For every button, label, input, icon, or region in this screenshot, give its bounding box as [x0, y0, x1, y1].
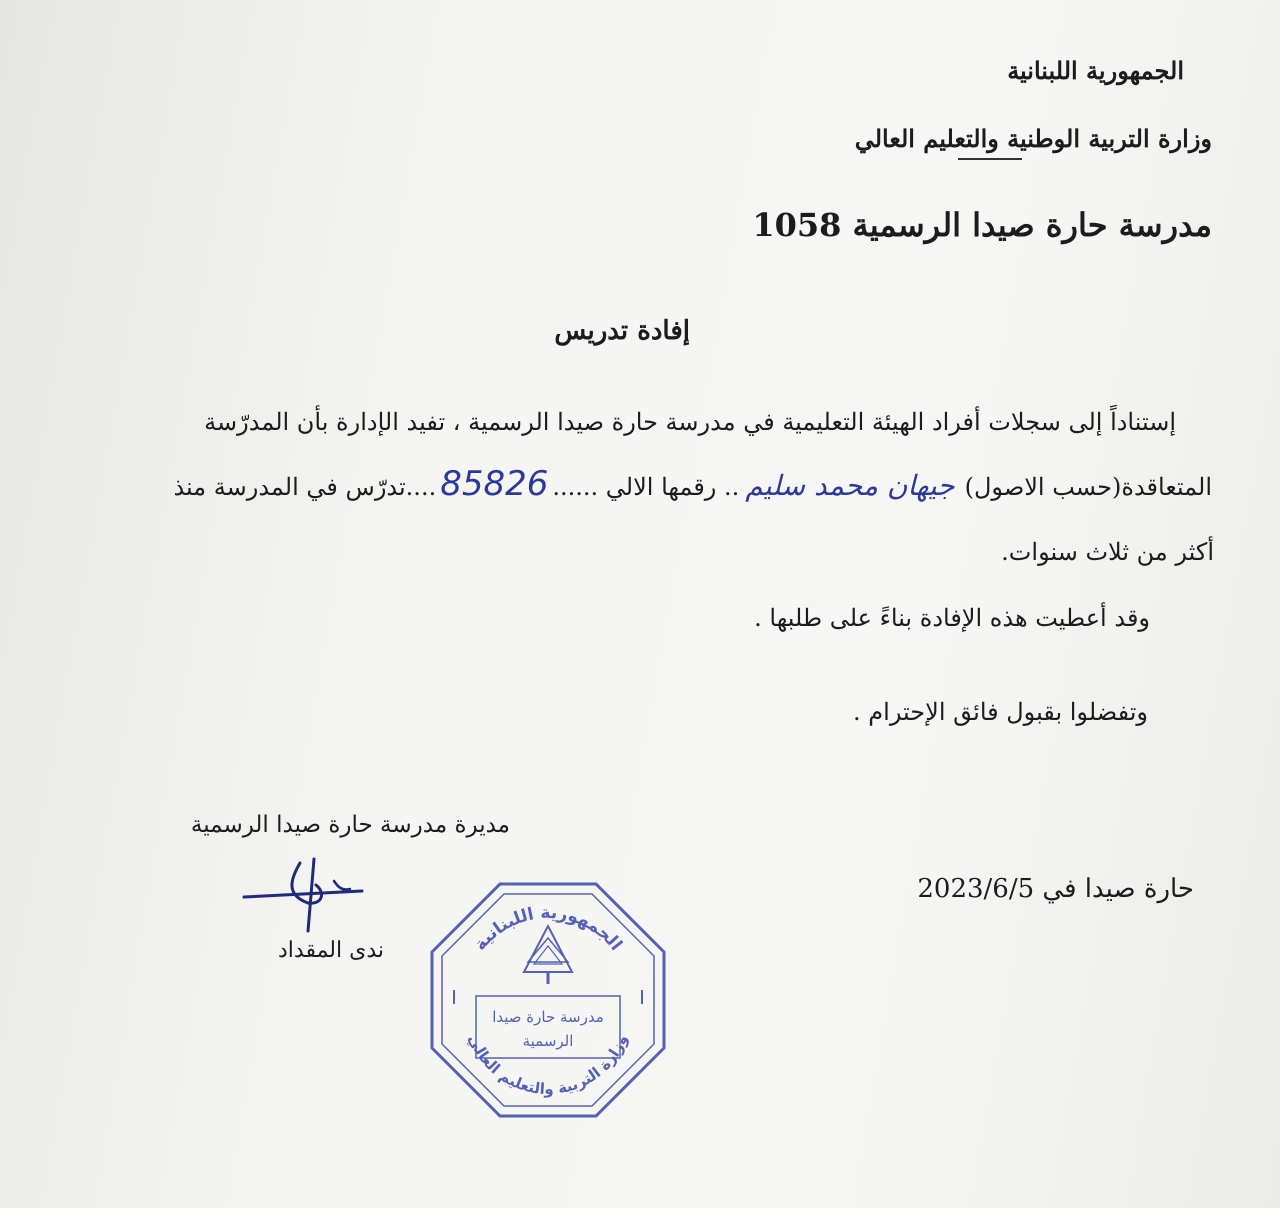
stamp-center-line-1: مدرسة حارة صيدا: [492, 1008, 604, 1026]
body-line-3: أكثر من ثلاث سنوات.: [1001, 538, 1214, 566]
school-heading: مدرسة حارة صيدا الرسمية 1058: [752, 206, 1212, 244]
republic-heading: الجمهورية اللبنانية: [1007, 56, 1184, 85]
stamp-top-text: الجمهورية اللبنانية: [470, 902, 626, 955]
body-line-2: [173, 464, 1212, 504]
teacher-name-handwritten: جيهان محمد سليم: [745, 469, 955, 502]
teaching-since-label: ....تدرّس في المدرسة منذ: [173, 473, 437, 501]
body-line-1: إستناداً إلى سجلات أفراد الهيئة التعليمية في مدرسة حارة صيدا الرسمية ، تفيد الإدارة بأن المدرّسة: [204, 408, 1176, 436]
principal-name: ندى المقداد: [277, 938, 384, 963]
body-line-4: وقد أعطيت هذه الإفادة بناءً على طلبها .: [754, 604, 1150, 632]
principal-title: مديرة مدرسة حارة صيدا الرسمية: [190, 812, 510, 838]
teacher-number-handwritten: 85826: [440, 464, 549, 504]
stamp-bottom-text: وزارة التربية والتعليم العالي: [464, 1031, 632, 1099]
auto-number-label: .. رقمها الالي ......: [552, 473, 740, 501]
body-line-5: وتفضلوا بقبول فائق الإحترام .: [853, 698, 1148, 726]
ministry-heading: وزارة التربية الوطنية والتعليم العالي: [854, 124, 1212, 153]
signature-scribble: [238, 855, 368, 935]
contract-label: المتعاقدة(حسب الاصول): [964, 473, 1212, 501]
cedar-tree-icon: [524, 926, 572, 984]
place-and-date: حارة صيدا في 2023/6/5: [917, 874, 1194, 904]
stamp-center-line-2: الرسمية: [522, 1032, 574, 1050]
official-stamp: [428, 880, 668, 1120]
document-title: إفادة تدريس: [554, 316, 690, 346]
ministry-underline: [958, 158, 1022, 160]
